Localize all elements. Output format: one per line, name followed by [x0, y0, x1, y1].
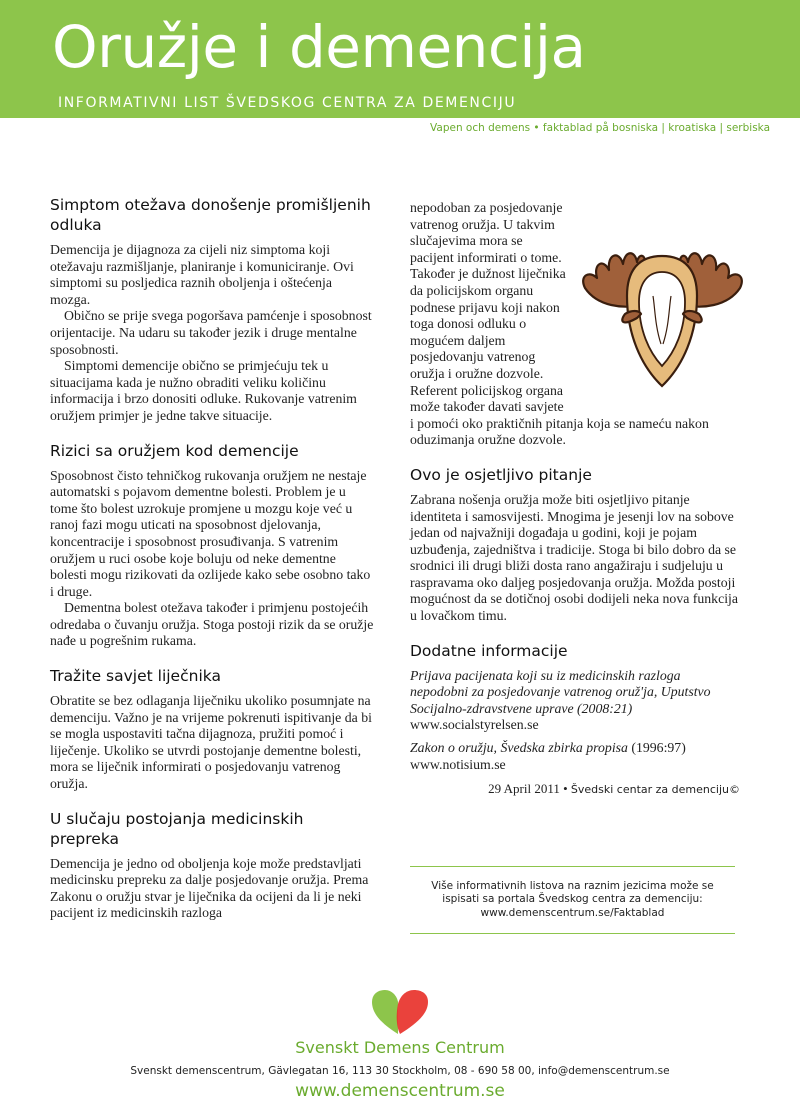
paragraph: Obično se prije svega pogoršava pamćenje i sposobnost orijentacije. Na udaru su također jezik i druge mentalne sposobnosti.: [50, 308, 372, 357]
info-line: ispisati sa portala Švedskog centra za demenciju:: [442, 893, 703, 906]
date-line: [410, 781, 740, 797]
brand-name: Svenskt Demens Centrum: [295, 1038, 505, 1057]
section-heading: Ovo je osjetljivo pitanje: [410, 465, 592, 484]
section-medical-continued: [410, 200, 740, 449]
section-symptom: [50, 195, 375, 425]
section-more-info: [410, 641, 740, 798]
reference-2-title: Zakon o oružju, Švedska zbirka propisa: [410, 740, 628, 756]
section-doctor: [50, 666, 375, 793]
section-risks: [50, 441, 375, 651]
section-heading: Dodatne informacije: [410, 641, 568, 660]
reference-1-url[interactable]: www.socialstyrelsen.se: [410, 717, 539, 733]
paragraph: Obratite se bez odlaganja liječniku ukoliko posumnjate na demenciju. Važno je na vrijeme pokrenuti ispitivanje da bi se mogla uspostaviti tačna dijagnoza, pružiti pomoć i liječenje. Ukoliko se utvrdi postojanje dementne bolesti, mora se liječnik informirati o posjedovanju vatrenog oružja.: [50, 693, 372, 792]
info-box: [410, 866, 735, 934]
reference-2-number: (1996:97): [627, 740, 686, 756]
paragraph: Demencija je dijagnoza za cijeli niz simptoma koji otežavaju razmišljanje, planiranje i komuniciranje. Ovi simptomi su posljedica raznih oboljenja i oštećenja mozga.: [50, 242, 354, 307]
language-line: Vapen och demens • faktablad på bosniska | kroatiska | serbiska: [430, 122, 770, 134]
page-subtitle: INFORMATIVNI LIST ŠVEDSKOG CENTRA ZA DEMENCIJU: [58, 95, 517, 111]
section-sensitive: [410, 465, 740, 625]
paragraph: nepodoban za posjedovanje vatrenog oružja. U takvim slučajevima mora se pacijent informirati o tome. Također je dužnost liječnika da policijskom organu podnese prijavu koji nakon toga donosi odluku o mogućem daljem posjedovanju vatrenog oružja i oružne dozvole. Referent policijskog organa može također davati savjete i pomoći oko praktičnih pitanja koja se nameću nakon oduzimanja oružne dozvole.: [410, 200, 709, 448]
paragraph: Sposobnost čisto tehničkog rukovanja oružjem ne nestaje automatski s pojavom dementne bolesti. Problem je u tome što bolest uzrokuje promjene u mozgu koje već u ranoj fazi mogu uticati na sposobnost djelovanja, koncentracije i sposobnost prosuđivanja. S vatrenim oružjem u ruci osobe koje boluju od neke dementne bolesti mogu rizikovati da ozlijede kako sebe osobno tako i druge.: [50, 467, 371, 599]
reference-1: Prijava pacijenata koji su iz medicinskih razloga nepodobni za posjedovanje vatrenog oruž'ja, Uputstvo Socijalno-zdravstvene uprave (2008:21): [410, 667, 711, 716]
paragraph: Simptomi demencije obično se primjećuju tek u situacijama kada je nužno obraditi veliku količinu informacija i brzo donositi odluke. Rukovanje vatrenim oružjem primjer je jedne takve situacije.: [50, 358, 357, 423]
section-heading: Tražite savjet liječnika: [50, 667, 221, 686]
heart-logo-icon: [368, 988, 432, 1036]
section-heading: U slučaju postojanja medicinskih prepreka: [50, 809, 304, 848]
left-column: [50, 195, 375, 938]
info-line: Više informativnih listova na raznim jezicima može se: [431, 879, 714, 892]
paragraph: Demencija je jedno od oboljenja koje može predstavljati medicinsku prepreku za dalje posjedovanje oružja. Prema Zakonu o oružju stvar je liječnika da ocijeni da li je neki pacijent iz medicinskih razloga: [50, 855, 369, 921]
reference-2-url[interactable]: www.notisium.se: [410, 756, 506, 772]
info-link[interactable]: www.demenscentrum.se/Faktablad: [480, 906, 665, 919]
section-heading: Simptom otežava donošenje promišljenih odluka: [50, 196, 371, 234]
paragraph: Dementna bolest otežava također i primjenu postojećih odredaba o čuvanju oružja. Stoga postoji rizik da se oružje nađe u pogrešnim rukama.: [50, 600, 374, 649]
moose-antlers-icon: [575, 226, 750, 406]
header-banner: [0, 0, 800, 118]
paragraph: Zabrana nošenja oružja može biti osjetljivo pitanje identiteta i samosvijesti. Mnogima je jesenji lov na sobove jedan od najvažniji događaja u godini, koji je pojam uzbuđenja, zajedništva i tradicije. Stoga bi bilo dobro da se srodnici ili drugi bliži dosta rano angažiraju i sudjeluju u raspravama oko daljeg posjedovanja oružja. Možda postoji mogućnost da se dotičnoj osobi dodijeli neka nova funkcija u lovačkom timu.: [410, 491, 738, 624]
date-text: 29 April 2011 •: [488, 781, 571, 797]
footer-website[interactable]: www.demenscentrum.se: [295, 1081, 505, 1101]
section-heading: Rizici sa oružjem kod demencije: [50, 441, 299, 460]
page-title: Oružje i demencija: [52, 13, 586, 81]
section-medical: [50, 809, 375, 922]
date-organization: Švedski centar za demenciju©: [570, 783, 740, 797]
reference-2: [410, 740, 740, 757]
footer-address: Svenskt demenscentrum, Gävlegatan 16, 113 30 Stockholm, 08 - 690 58 00, info@demenscentrum.se: [130, 1065, 670, 1077]
right-column: [410, 200, 740, 813]
